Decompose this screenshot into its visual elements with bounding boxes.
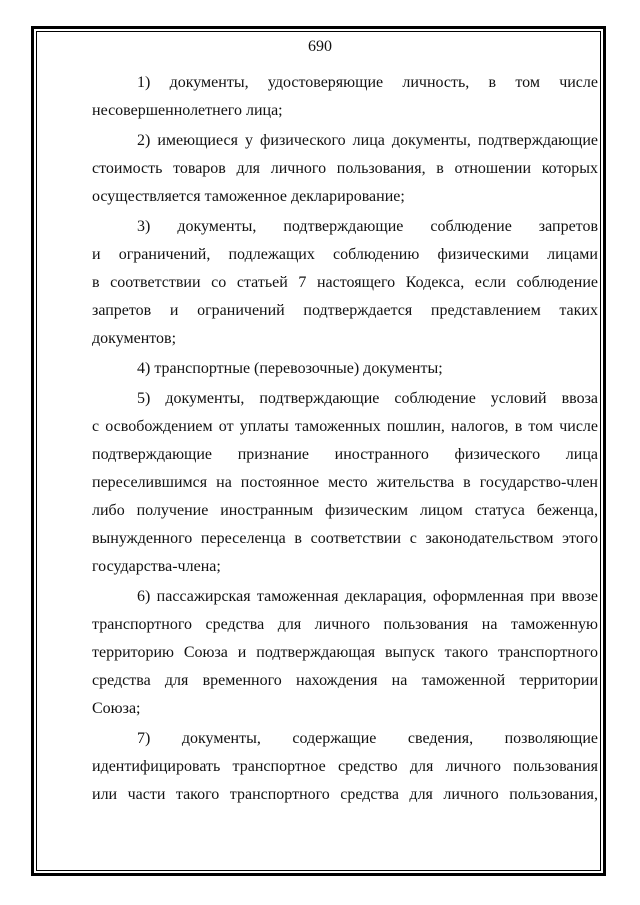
page-number: 690 xyxy=(308,38,332,55)
text-line: вынужденного переселенца в соответствии с законодательством этого xyxy=(92,530,598,547)
text-line: 1) документы, удостоверяющие личность, в том числе xyxy=(137,74,598,91)
text-line: документов; xyxy=(92,330,177,347)
paragraph-item-3 xyxy=(92,213,598,353)
text-line: запретов и ограничений подтверждается представлением таких xyxy=(92,302,598,319)
text-line: государства-члена; xyxy=(92,558,221,575)
paragraph-item-5 xyxy=(92,385,598,581)
document-body xyxy=(92,69,598,811)
text-line: осуществляется таможенное декларирование; xyxy=(92,188,405,205)
text-line: 6) пассажирская таможенная декларация, оформленная при ввозе xyxy=(137,588,598,605)
text-line: несовершеннолетнего лица; xyxy=(92,102,283,119)
text-line: переселившимся на постоянное место жительства в государство-член xyxy=(92,474,598,491)
text-line: средства для временного нахождения на таможенной территории xyxy=(92,672,598,689)
text-line: транспортного средства для личного пользования на таможенную xyxy=(92,616,598,633)
text-line: 5) документы, подтверждающие соблюдение условий ввоза xyxy=(137,390,598,407)
text-line: Союза; xyxy=(92,700,141,717)
text-line: 2) имеющиеся у физического лица документы, подтверждающие xyxy=(137,132,598,149)
text-line: стоимость товаров для личного пользования, в отношении которых xyxy=(92,160,598,177)
text-line: 3) документы, подтверждающие соблюдение запретов xyxy=(137,218,598,235)
paragraph-item-6 xyxy=(92,583,598,723)
text-line: 4) транспортные (перевозочные) документы; xyxy=(137,360,443,377)
paragraph-item-4 xyxy=(92,355,598,383)
text-line: подтверждающие признание иностранного физического лица xyxy=(92,446,598,463)
text-line: либо получение иностранным физическим лицом статуса беженца, xyxy=(92,502,598,519)
text-line: и ограничений, подлежащих соблюдению физическими лицами xyxy=(92,246,598,263)
paragraph-item-2 xyxy=(92,127,598,211)
text-line: с освобождением от уплаты таможенных пошлин, налогов, в том числе xyxy=(92,418,598,435)
paragraph-item-7 xyxy=(92,725,598,809)
paragraph-item-1 xyxy=(92,69,598,125)
text-line: идентифицировать транспортное средство для личного пользования xyxy=(92,758,598,775)
text-line: территорию Союза и подтверждающая выпуск такого транспортного xyxy=(92,644,598,661)
text-line: или части такого транспортного средства для личного пользования, xyxy=(92,786,598,803)
text-line: 7) документы, содержащие сведения, позволяющие xyxy=(137,730,598,747)
text-line: в соответствии со статьей 7 настоящего Кодекса, если соблюдение xyxy=(92,274,598,291)
